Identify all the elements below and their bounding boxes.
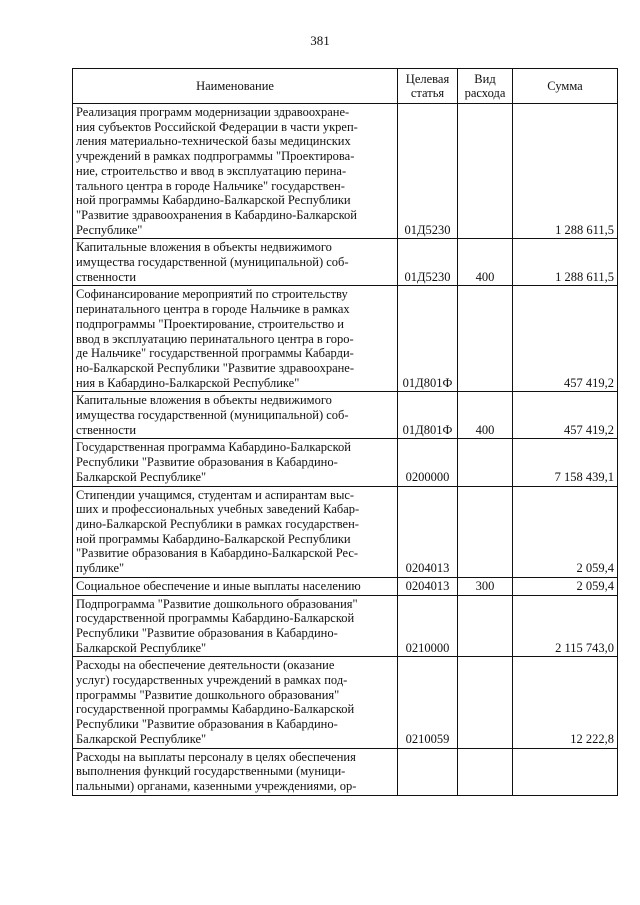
row-name [73,392,398,439]
row-name-line: выполнения функций государственными (муници- [76,764,346,779]
row-sum: 1 288 611,5 [513,104,618,239]
row-name-line: имущества государственной (муниципальной) соб- [76,408,349,423]
table-row [73,595,618,657]
row-name [73,657,398,748]
row-target-article: 01Д801Ф [398,286,458,392]
row-name-line: ной программы Кабардино-Балкарской Республики [76,531,351,546]
table-row [73,486,618,577]
row-name-line: подпрограммы "Проектирование, строительство и [76,316,344,331]
row-target-article: 01Д5230 [398,104,458,239]
row-name-line: дино-Балкарской Республики в рамках государствен- [76,516,359,531]
row-name [73,286,398,392]
row-name-line: Реализация программ модернизации здравоохране- [76,105,350,119]
row-sum: 457 419,2 [513,286,618,392]
row-name-line: публике" [76,561,125,576]
row-name-line: перинатального центра в городе Нальчике в рамках [76,302,350,317]
row-name-line: "Развитие образования в Кабардино-Балкарской Рес- [76,546,359,561]
row-name-line: учреждений в рамках подпрограммы "Проектирова- [76,149,355,164]
table-row [73,104,618,239]
row-name-line: Расходы на выплаты персоналу в целях обеспечения [76,749,356,764]
row-name-line: Подпрограмма "Развитие дошкольного образования" [76,596,358,611]
row-expense-type [458,748,513,795]
row-name-line: де Нальчике" государственной программы Кабарди- [76,346,354,361]
row-expense-type: 400 [458,239,513,286]
row-name-line: Республике" [76,222,143,237]
row-name-line: Республики "Развитие образования в Кабардино- [76,625,338,640]
row-name-line: государственной программы Кабардино-Балкарской [76,702,355,717]
table-row [73,392,618,439]
row-name-line: Расходы на обеспечение деятельности (оказание [76,658,335,673]
row-name-line: Софинансирование мероприятий по строительству [76,287,348,302]
table-body [73,104,618,796]
row-name-line: ной программы Кабардино-Балкарской Республики [76,193,351,208]
row-name-line: Государственная программа Кабардино-Балкарской [76,440,351,455]
row-name [73,239,398,286]
row-name-line: ния субъектов Российской Федерации в части укреп- [76,119,358,134]
row-name-line: пальными) органами, казенными учреждениями, ор- [76,778,357,793]
row-target-article [398,748,458,795]
row-name [73,486,398,577]
row-name [73,104,398,239]
row-name-line: программы "Развитие дошкольного образования" [76,687,340,702]
table-row [73,439,618,486]
row-name-line: Республики "Развитие образования в Кабардино- [76,455,338,470]
row-target-article: 01Д801Ф [398,392,458,439]
row-target-article: 0200000 [398,439,458,486]
row-name-line: Балкарской Республике" [76,640,207,655]
row-name-line: Капитальные вложения в объекты недвижимого [76,240,332,255]
row-expense-type [458,595,513,657]
row-expense-type: 400 [458,392,513,439]
row-name-line: ших и профессиональных учебных заведений Кабар- [76,502,360,517]
row-sum: 457 419,2 [513,392,618,439]
row-expense-type [458,486,513,577]
header-expense-type: Вид расхода [458,69,513,104]
row-name-line: ние, строительство и ввод в эксплуатацию перина- [76,163,347,178]
row-expense-type [458,286,513,392]
row-name-line: ственности [76,269,137,284]
table-row [73,657,618,748]
row-name-line: Балкарской Республике" [76,469,207,484]
row-expense-type [458,657,513,748]
row-name-line: Социальное обеспечение и иные выплаты населению [76,578,361,593]
table-header [73,69,618,104]
row-name-line: Капитальные вложения в объекты недвижимого [76,393,332,408]
page-number: 381 [310,33,330,48]
row-target-article: 0204013 [398,486,458,577]
row-name [73,439,398,486]
table-row [73,577,618,595]
row-sum: 2 059,4 [513,486,618,577]
table-row [73,239,618,286]
row-name-line: но-Балкарской Республики "Развитие здравоохране- [76,360,355,375]
row-name-line: тального центра в городе Нальчике" государствен- [76,178,345,193]
row-name-line: государственной программы Кабардино-Балкарской [76,611,355,626]
budget-table [72,68,618,796]
row-target-article: 0204013 [398,577,458,595]
row-expense-type: 300 [458,577,513,595]
row-sum: 12 222,8 [513,657,618,748]
row-name-line: услуг) государственных учреждений в рамках под- [76,673,348,688]
row-expense-type [458,104,513,239]
row-name [73,595,398,657]
row-sum: 7 158 439,1 [513,439,618,486]
row-target-article: 0210059 [398,657,458,748]
row-name-line: ния в Кабардино-Балкарской Республике" [76,375,300,390]
row-expense-type [458,439,513,486]
row-name-line: имущества государственной (муниципальной) соб- [76,255,349,270]
row-name [73,577,398,595]
row-name-line: ввод в эксплуатацию перинатального центра в горо- [76,331,354,346]
table-row [73,748,618,795]
header-sum: Сумма [513,69,618,104]
row-sum [513,748,618,795]
table-row [73,286,618,392]
row-name [73,748,398,795]
row-target-article: 01Д5230 [398,239,458,286]
header-row [73,69,618,104]
row-name-line: ления материально-технической базы медицинских [76,134,351,149]
row-name-line: Республики "Развитие образования в Кабардино- [76,717,338,732]
row-sum: 2 059,4 [513,577,618,595]
row-name-line: Стипендии учащимся, студентам и аспирантам выс- [76,487,355,502]
row-name-line: "Развитие здравоохранения в Кабардино-Балкарской [76,207,357,222]
row-sum: 2 115 743,0 [513,595,618,657]
row-name-line: ственности [76,422,137,437]
row-sum: 1 288 611,5 [513,239,618,286]
header-name: Наименование [73,69,398,104]
header-target-article: Целевая статья [398,69,458,104]
row-target-article: 0210000 [398,595,458,657]
row-name-line: Балкарской Республике" [76,731,207,746]
